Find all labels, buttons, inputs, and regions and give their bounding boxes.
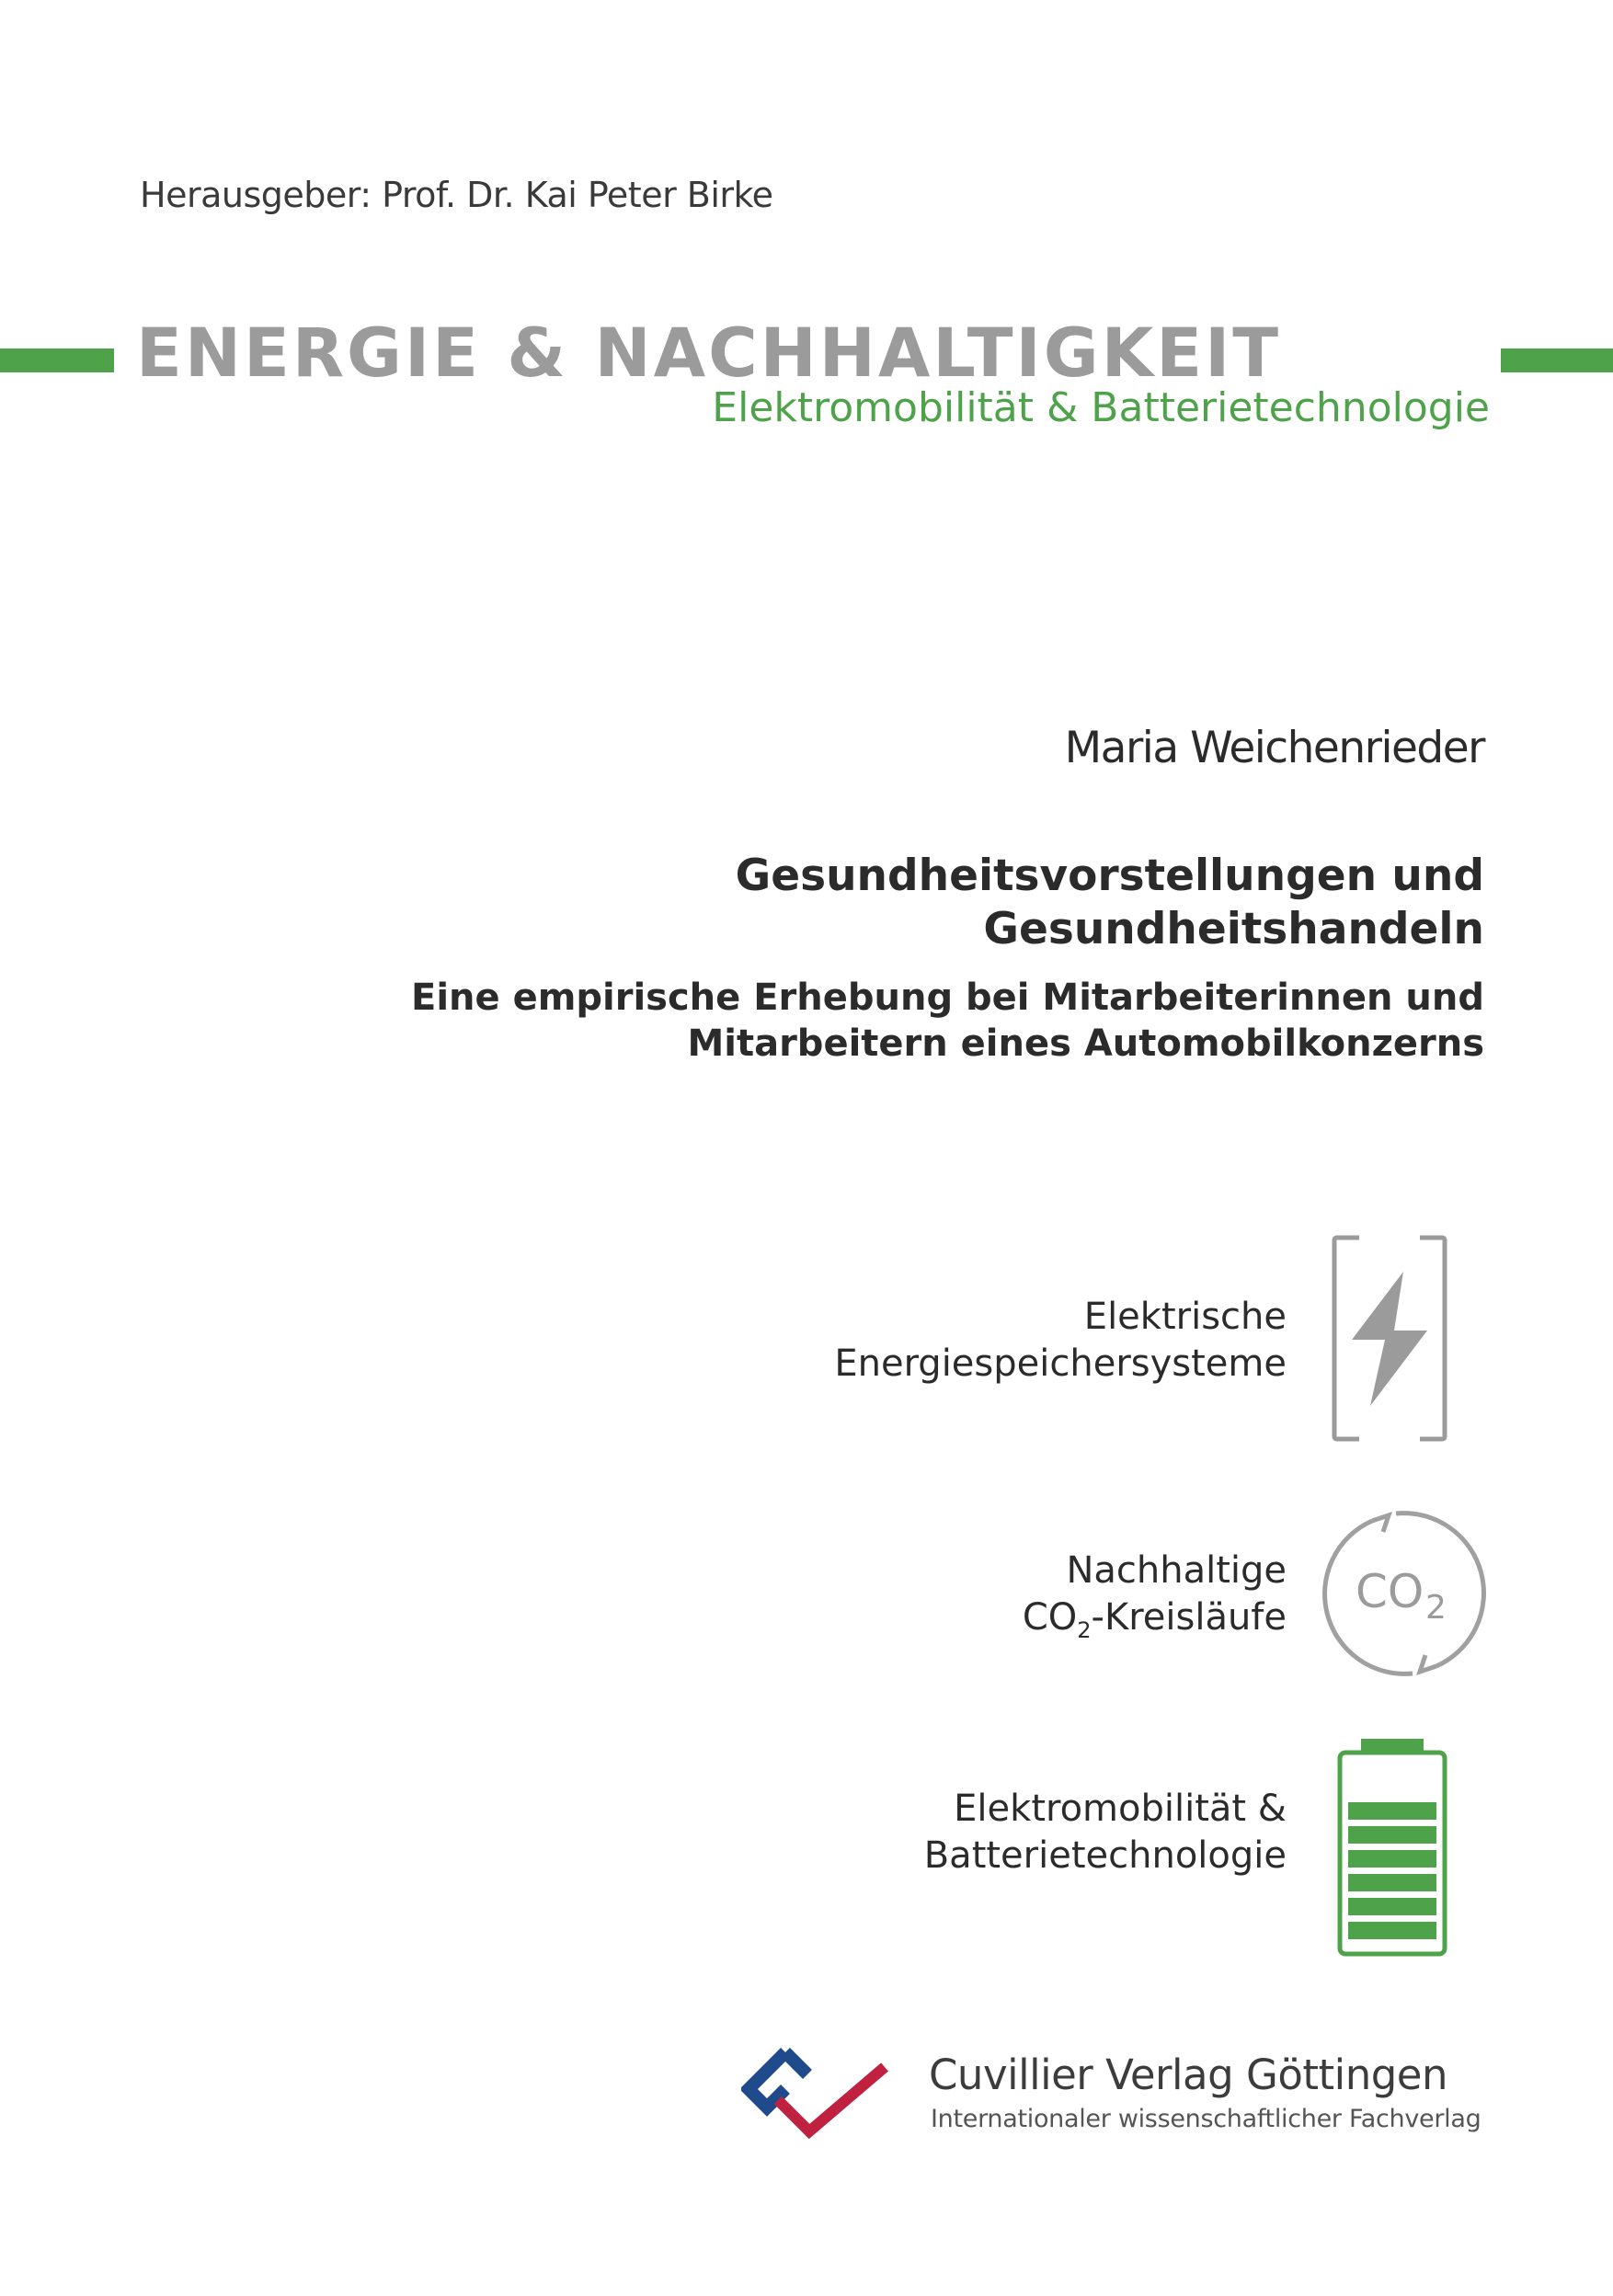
svg-text:2: 2 [1425,1589,1447,1627]
right-accent-bar [1501,348,1613,372]
feature-energy-storage-line-2: Energiespeichersysteme [834,1342,1287,1385]
co2-cycle-icon [1317,1506,1492,1681]
book-title-line-1: Gesundheitsvorstellungen und [735,851,1484,901]
feature-energy-storage-line-1: Elektrische [1083,1296,1287,1338]
book-subtitle-line-1: Eine empirische Erhebung bei Mitarbeiterinnen und [411,977,1484,1019]
feature-co2-cycles-line-2: $CO_2$-Kreisläufe [1022,1596,1287,1643]
lightning-bolt-icon [1332,1235,1447,1442]
book-subtitle-line-2: Mitarbeitern eines Automobilkonzerns [687,1022,1484,1065]
book-title-line-2: Gesundheitshandeln [983,904,1484,954]
feature-co2-cycles [459,1548,1287,1654]
battery-icon [1335,1736,1449,1957]
feature-electromobility-line-1: Elektromobilität & [954,1788,1287,1830]
series-title: ENERGIE & NACHHALTIGKEIT [136,314,1282,393]
feature-electromobility [459,1786,1287,1879]
author-name: Maria Weichenrieder [1064,723,1484,773]
left-accent-bar [0,348,114,372]
publisher-name: Cuvillier Verlag Göttingen [929,2050,1447,2099]
editor-credit: Herausgeber: Prof. Dr. Kai Peter Birke [140,175,773,215]
feature-electromobility-line-2: Batterietechnologie [923,1834,1287,1877]
book-title [289,850,1484,956]
book-subtitle [151,975,1484,1067]
svg-text:CO: CO [1356,1565,1424,1618]
series-subtitle: Elektromobilität & Batterietechnologie [712,384,1490,431]
publisher-tagline: Internationaler wissenschaftlicher Fachverlag [931,2105,1481,2133]
feature-co2-cycles-line-1: Nachhaltige [1066,1549,1287,1592]
feature-energy-storage [459,1294,1287,1388]
cuvillier-logo-icon [741,2047,892,2139]
